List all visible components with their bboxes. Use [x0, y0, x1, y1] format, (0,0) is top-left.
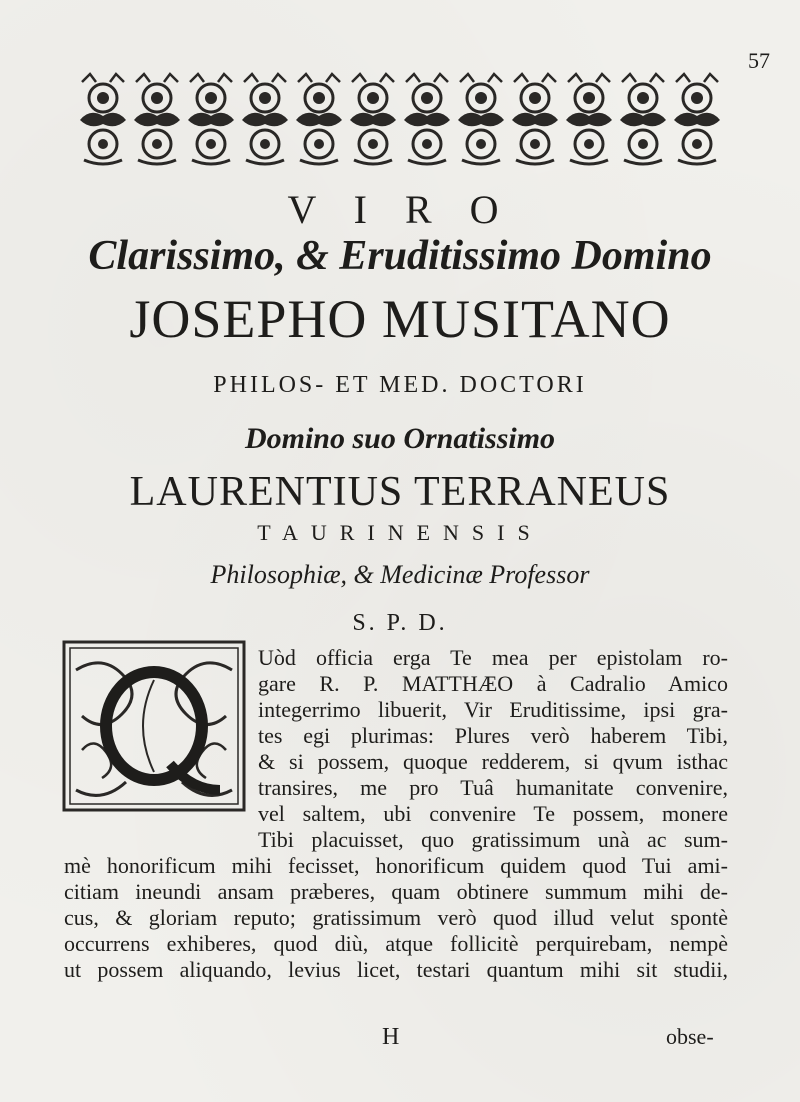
heading-author-profession: Philosophiæ, & Medicinæ Professor	[210, 560, 590, 589]
heading-clarissimo: Clarissimo, & Eruditissimo Domino	[88, 233, 712, 279]
body-line-5: & si possem, quoque redderem, si qvum isthac	[258, 749, 728, 774]
body-line-13: ut possem aliquando, levius licet, testari quantum mihi sit studii,	[64, 957, 728, 982]
heading-viro: V I R O	[287, 187, 513, 232]
heading-dedicatee-title: PHILOS- ET MED. DOCTORI	[213, 372, 587, 398]
body-line-8: Tibi placuisset, quo gratissimum unà ac sum-	[258, 827, 728, 852]
heading-salutation: S. P. D.	[352, 610, 448, 636]
body-line-11: cus, & gloriam reputo; gratissimum verò quod illud velut spontè	[64, 905, 728, 930]
heading-author-name: LAURENTIUS TERRANEUS	[129, 469, 671, 515]
body-line-10: citiam ineundi ansam præberes, quam obtinere summum mihi de-	[64, 879, 728, 904]
body-line-1: Uòd officia erga Te mea per epistolam ro-	[258, 645, 728, 670]
body-line-12: occurrens exhiberes, quod diù, atque follicitè perquirebam, nempè	[64, 931, 728, 956]
heading-domino-suo: Domino suo Ornatissimo	[244, 422, 556, 455]
decorated-initial-q	[62, 640, 246, 812]
body-line-2: gare R. P. MATTHÆO à Cadralio Amico	[258, 671, 728, 696]
body-line-9: mè honorificum mihi fecisset, honorificum quidem quod Tui ami-	[64, 853, 728, 878]
decorative-headpiece	[76, 72, 724, 168]
body-line-6: transires, me pro Tuâ humanitate convenire,	[258, 775, 728, 800]
page-number: 57	[748, 48, 770, 73]
body-line-7: vel saltem, ubi convenire Te possem, monere	[258, 801, 728, 826]
signature-mark: H	[382, 1024, 400, 1050]
catchword: obse-	[666, 1024, 714, 1049]
body-line-4: tes egi plurimas: Plures verò haberem Tibi,	[258, 723, 728, 748]
heading-author-origin: TAURINENSIS	[257, 520, 543, 545]
body-line-3: integerrimo libuerit, Vir Eruditissime, ipsi gra-	[258, 697, 728, 722]
heading-dedicatee-name: JOSEPHO MUSITANO	[129, 289, 671, 349]
